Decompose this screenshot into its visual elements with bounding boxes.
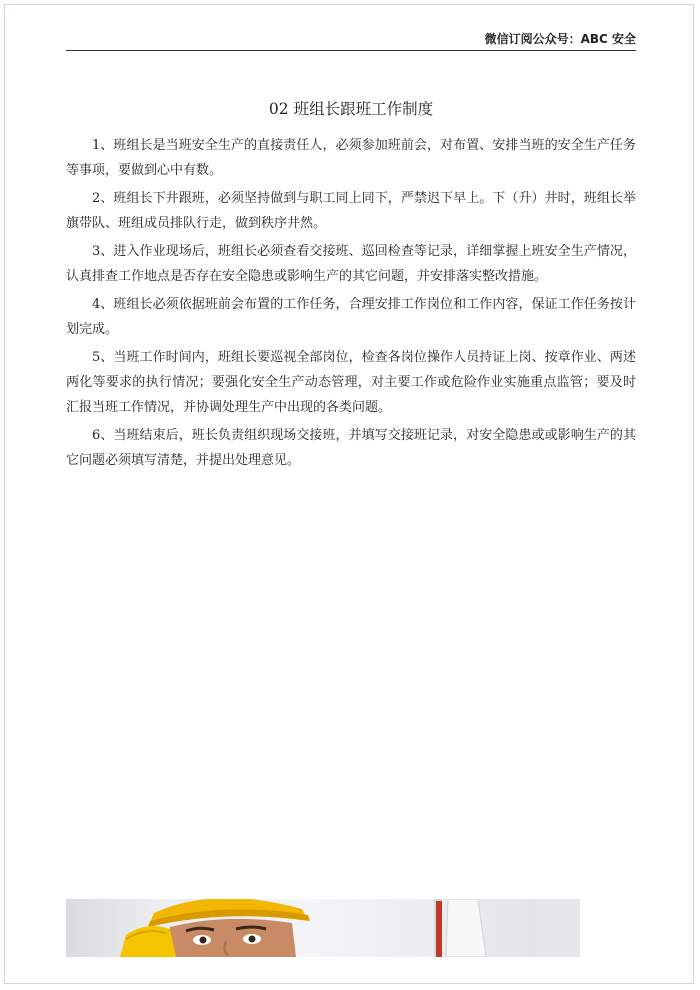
header-text: 微信订阅公众号：ABC 安全 xyxy=(484,32,636,46)
paragraph: 4、班组长必须依据班前会布置的工作任务，合理安排工作岗位和工作内容，保证工作任务按计划完成。 xyxy=(66,297,636,337)
paragraph: 6、当班结束后，班长负责组织现场交接班，并填写交接班记录，对安全隐患或或影响生产的其它问题必须填写清楚，并提出处理意见。 xyxy=(66,428,636,468)
paragraph: 5、当班工作时间内，班组长要巡视全部岗位，检查各岗位操作人员持证上岗、按章作业、两述两化等要求的执行情况；要强化安全生产动态管理，对主要工作或危险作业实施重点监管；要及时汇报当班工作情况，并协调处理生产中出现的各类问题。 xyxy=(66,350,636,415)
page-header xyxy=(66,30,636,51)
paragraph: 1、班组长是当班安全生产的直接责任人，必须参加班前会，对布置、安排当班的安全生产任务等事项，要做到心中有数。 xyxy=(66,138,636,178)
document-body xyxy=(66,133,636,476)
worker-illustration xyxy=(66,899,580,957)
second-worker-figure xyxy=(446,899,486,957)
paragraph: 3、进入作业现场后，班组长必须查看交接班、巡回检查等记录，详细掌握上班安全生产情况，认真排查工作地点是否存在安全隐患或影响生产的其它问题，并安排落实整改措施。 xyxy=(66,244,636,284)
wall-panel xyxy=(536,899,580,957)
right-pupil xyxy=(249,936,256,943)
red-pipe xyxy=(436,901,442,957)
worker-with-hard-hat-photo xyxy=(66,899,580,957)
worker-face xyxy=(166,919,296,957)
left-pupil xyxy=(200,937,207,944)
paragraph: 2、班组长下井跟班，必须坚持做到与职工同上同下，严禁迟下早上。下（升）井时，班组长举旗带队、班组成员排队行走，做到秩序井然。 xyxy=(66,191,636,231)
document-title: 02 班组长跟班工作制度 xyxy=(268,100,434,118)
